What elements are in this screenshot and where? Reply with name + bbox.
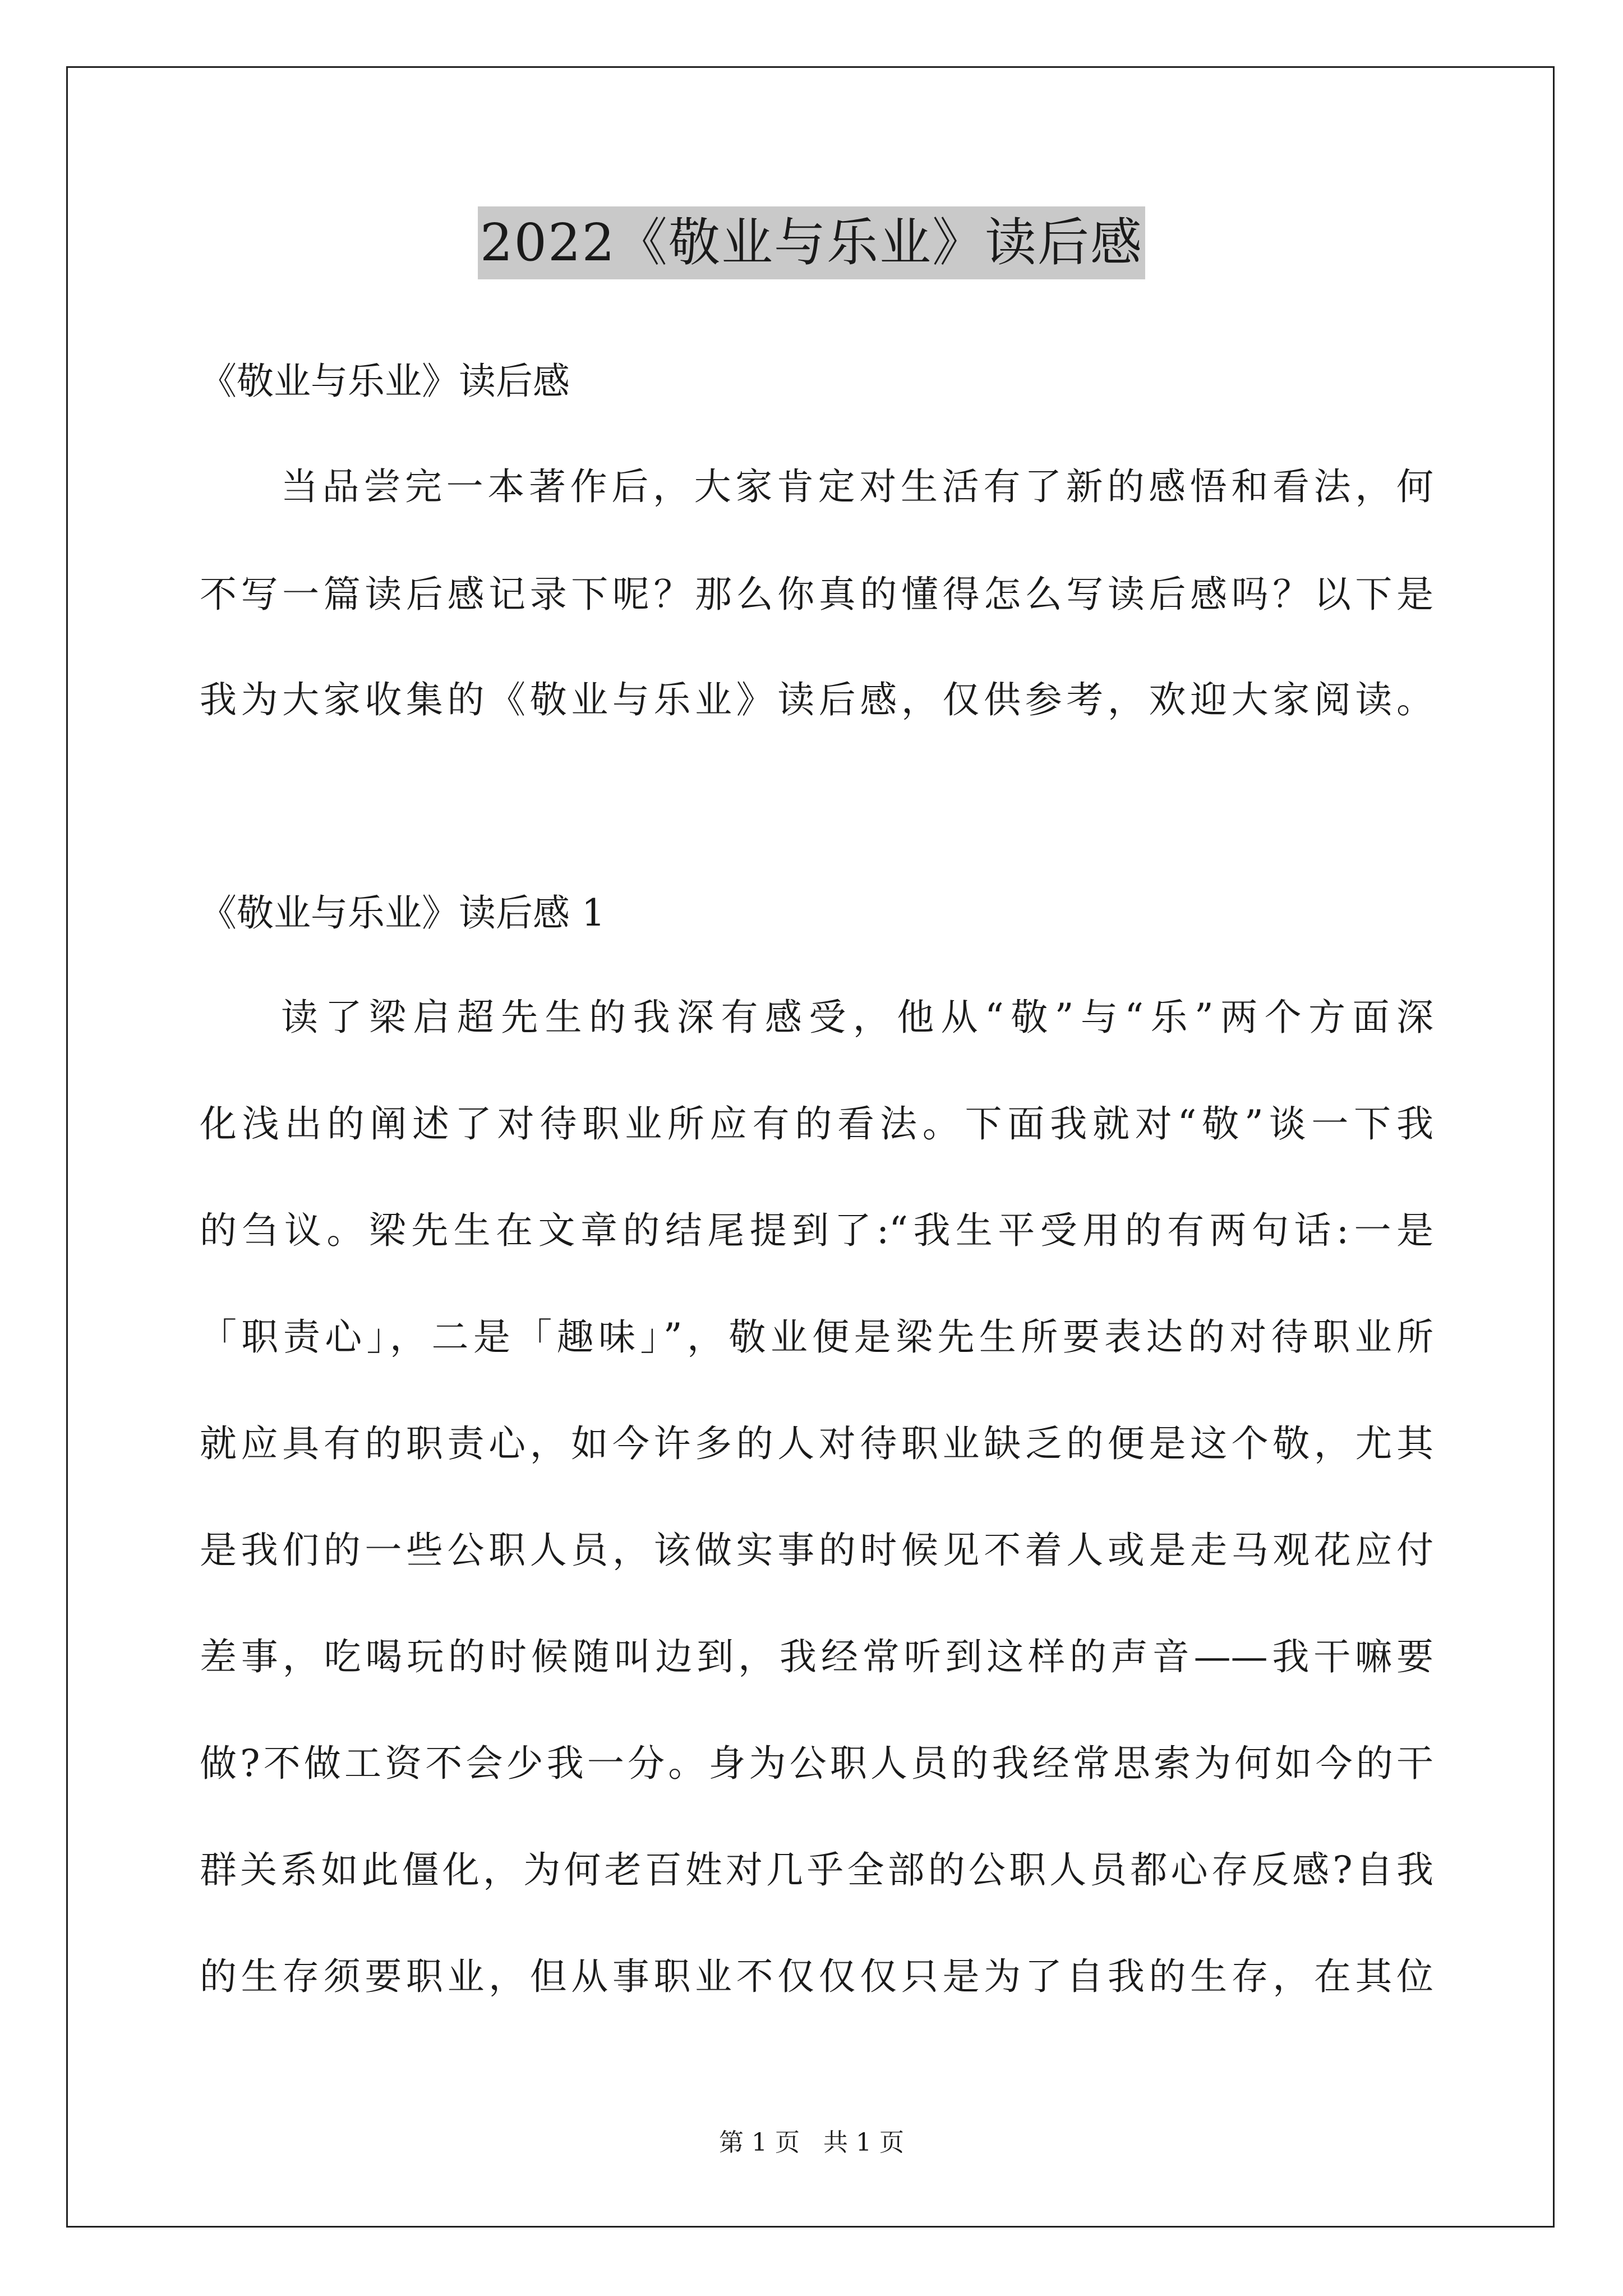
body-line-10: 的生存须要职业，但从事职业不仅仅仅只是为了自我的生存，在其位 bbox=[200, 1955, 1433, 1998]
body-line-6: 是我们的一些公职人员，该做实事的时候见不着人或是走马观花应付 bbox=[200, 1529, 1433, 1572]
intro-line-2: 不写一篇读后感记录下呢？那么你真的懂得怎么写读后感吗？以下是 bbox=[200, 573, 1433, 616]
title-container bbox=[0, 206, 1623, 279]
section-heading: 《敬业与乐业》读后感 1 bbox=[200, 891, 605, 935]
document-title: 2022《敬业与乐业》读后感 bbox=[478, 206, 1145, 279]
body-line-5: 就应具有的职责心，如今许多的人对待职业缺乏的便是这个敬，尤其 bbox=[200, 1422, 1433, 1465]
body-line-1: 读了梁启超先生的我深有感受，他从“敬”与“乐”两个方面深 bbox=[281, 996, 1433, 1039]
intro-line-3: 我为大家收集的《敬业与乐业》读后感，仅供参考，欢迎大家阅读。 bbox=[200, 678, 1433, 721]
body-line-4: 「职责心」，二是「趣味」”，敬业便是梁先生所要表达的对待职业所 bbox=[200, 1315, 1433, 1359]
body-line-9: 群关系如此僵化，为何老百姓对几乎全部的公职人员都心存反感?自我 bbox=[200, 1848, 1433, 1892]
page-footer: 第 1 页 共 1 页 bbox=[719, 2128, 904, 2157]
intro-line-1: 当品尝完一本著作后，大家肯定对生活有了新的感悟和看法，何 bbox=[281, 465, 1433, 508]
body-line-7: 差事，吃喝玩的时候随叫边到，我经常听到这样的声音——我干嘛要 bbox=[200, 1635, 1433, 1678]
body-line-3: 的刍议。梁先生在文章的结尾提到了:“我生平受用的有两句话:一是 bbox=[200, 1209, 1433, 1252]
subheading: 《敬业与乐业》读后感 bbox=[200, 360, 570, 403]
body-line-2: 化浅出的阐述了对待职业所应有的看法。下面我就对“敬”谈一下我 bbox=[200, 1102, 1433, 1145]
body-line-8: 做?不做工资不会少我一分。身为公职人员的我经常思索为何如今的干 bbox=[200, 1742, 1433, 1785]
